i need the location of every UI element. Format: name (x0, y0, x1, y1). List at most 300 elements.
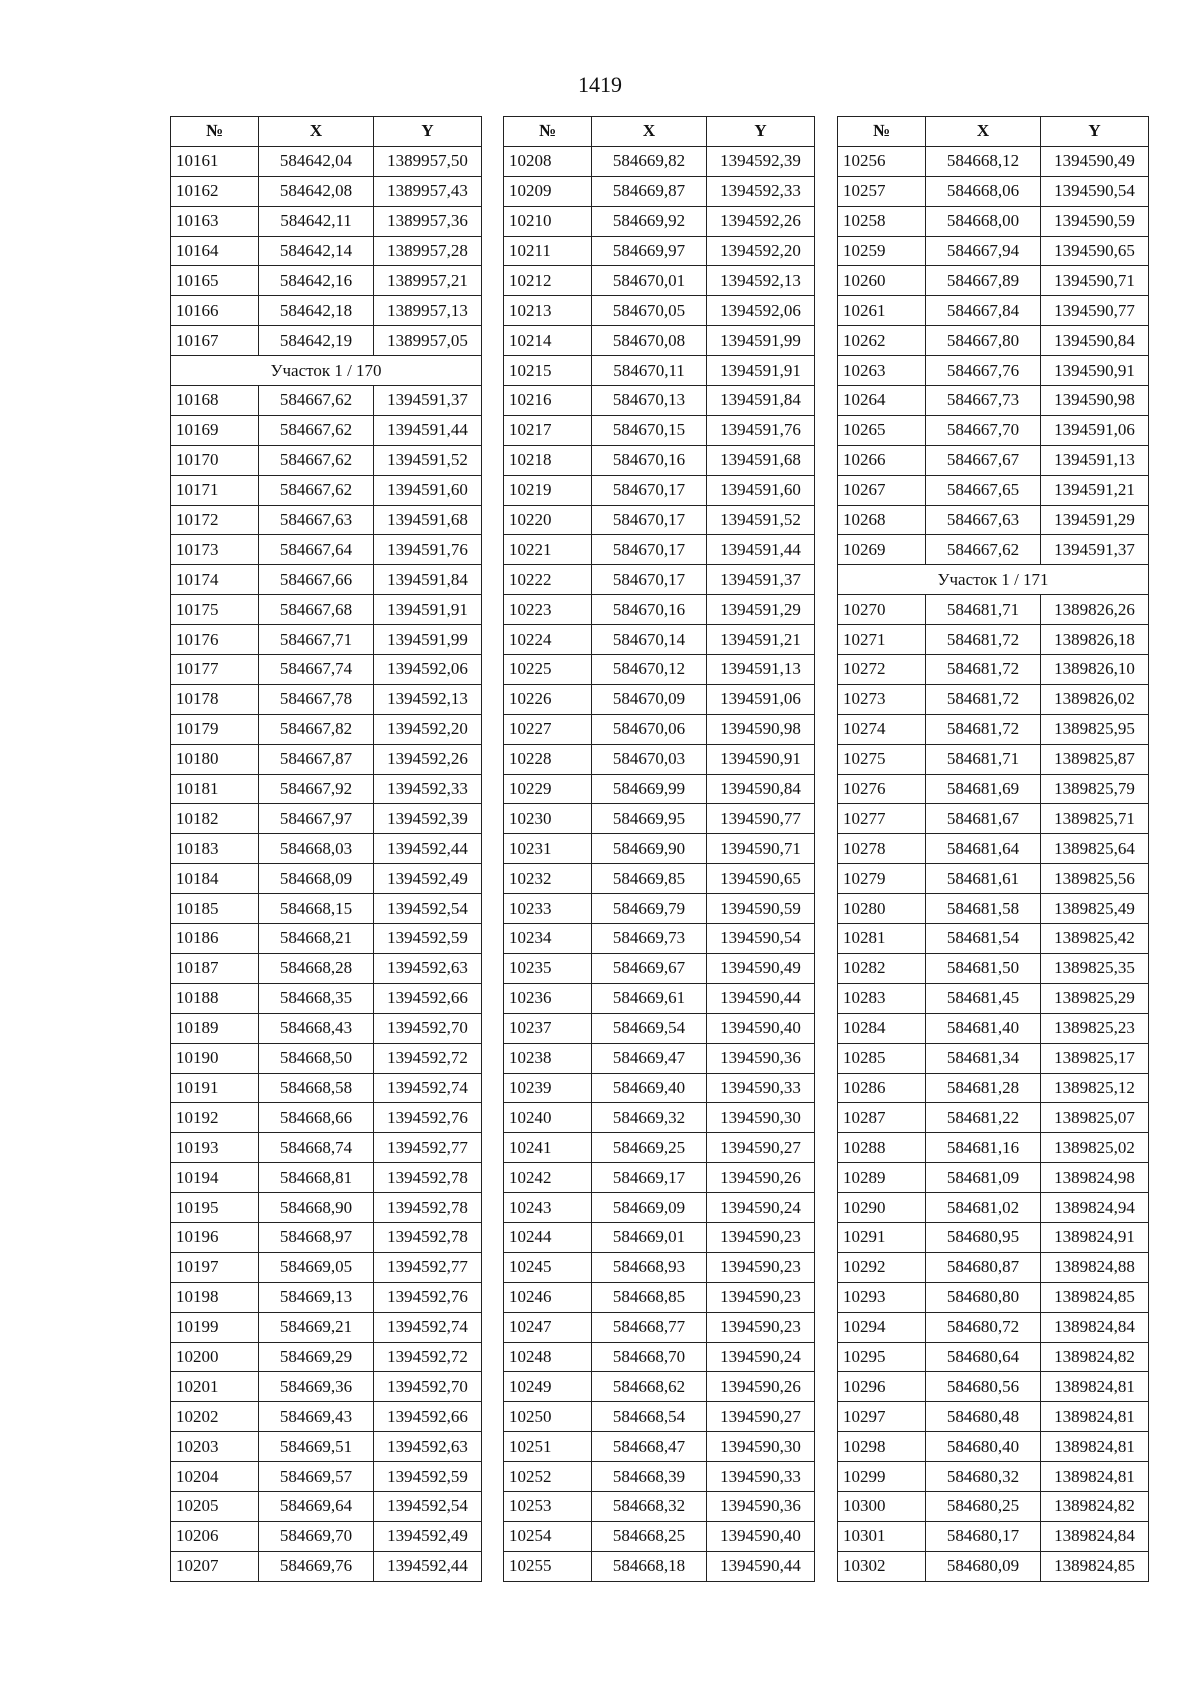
point-number-cell: 10174 (171, 565, 259, 595)
table-row (504, 1491, 815, 1521)
point-number-cell: 10184 (171, 864, 259, 894)
y-coordinate-cell: 1389826,02 (1041, 684, 1149, 714)
table-row (504, 1372, 815, 1402)
x-coordinate-cell: 584681,64 (926, 834, 1041, 864)
point-number-cell: 10201 (171, 1372, 259, 1402)
point-number-cell: 10176 (171, 625, 259, 655)
x-coordinate-cell: 584681,72 (926, 655, 1041, 685)
y-coordinate-cell: 1394591,68 (707, 445, 815, 475)
point-number-cell: 10198 (171, 1282, 259, 1312)
y-coordinate-cell: 1394592,74 (374, 1073, 482, 1103)
x-coordinate-cell: 584680,17 (926, 1521, 1041, 1551)
point-number-cell: 10285 (838, 1043, 926, 1073)
point-number-cell: 10189 (171, 1013, 259, 1043)
y-coordinate-cell: 1394590,84 (707, 774, 815, 804)
point-number-cell: 10188 (171, 983, 259, 1013)
table-row (838, 1342, 1149, 1372)
header-x: X (926, 117, 1041, 147)
table-row (504, 1432, 815, 1462)
y-coordinate-cell: 1394590,33 (707, 1462, 815, 1492)
x-coordinate-cell: 584669,70 (259, 1521, 374, 1551)
point-number-cell: 10222 (504, 565, 592, 595)
x-coordinate-cell: 584670,11 (592, 356, 707, 386)
y-coordinate-cell: 1394592,63 (374, 1432, 482, 1462)
y-coordinate-cell: 1394592,39 (707, 146, 815, 176)
y-coordinate-cell: 1394592,33 (374, 774, 482, 804)
y-coordinate-cell: 1394591,21 (1041, 475, 1149, 505)
table-row (171, 894, 482, 924)
y-coordinate-cell: 1394591,37 (374, 386, 482, 416)
x-coordinate-cell: 584668,81 (259, 1163, 374, 1193)
point-number-cell: 10197 (171, 1252, 259, 1282)
table-row (504, 834, 815, 864)
x-coordinate-cell: 584667,70 (926, 415, 1041, 445)
y-coordinate-cell: 1394590,23 (707, 1312, 815, 1342)
y-coordinate-cell: 1389824,82 (1041, 1342, 1149, 1372)
y-coordinate-cell: 1394590,30 (707, 1432, 815, 1462)
point-number-cell: 10164 (171, 236, 259, 266)
table-row (504, 953, 815, 983)
x-coordinate-cell: 584667,63 (259, 505, 374, 535)
table-row (171, 924, 482, 954)
point-number-cell: 10260 (838, 266, 926, 296)
point-number-cell: 10262 (838, 326, 926, 356)
point-number-cell: 10283 (838, 983, 926, 1013)
table-row (838, 1551, 1149, 1581)
point-number-cell: 10206 (171, 1521, 259, 1551)
y-coordinate-cell: 1394590,77 (1041, 296, 1149, 326)
table-row (504, 1282, 815, 1312)
y-coordinate-cell: 1394591,21 (707, 625, 815, 655)
point-number-cell: 10191 (171, 1073, 259, 1103)
x-coordinate-cell: 584681,71 (926, 744, 1041, 774)
table-row (838, 535, 1149, 565)
x-coordinate-cell: 584667,65 (926, 475, 1041, 505)
y-coordinate-cell: 1394592,59 (374, 924, 482, 954)
x-coordinate-cell: 584670,17 (592, 475, 707, 505)
y-coordinate-cell: 1389957,43 (374, 176, 482, 206)
x-coordinate-cell: 584668,58 (259, 1073, 374, 1103)
point-number-cell: 10240 (504, 1103, 592, 1133)
y-coordinate-cell: 1394592,70 (374, 1013, 482, 1043)
point-number-cell: 10221 (504, 535, 592, 565)
table-row (838, 1491, 1149, 1521)
table-row (171, 714, 482, 744)
point-number-cell: 10179 (171, 714, 259, 744)
point-number-cell: 10286 (838, 1073, 926, 1103)
point-number-cell: 10290 (838, 1193, 926, 1223)
table-row (171, 655, 482, 685)
point-number-cell: 10266 (838, 445, 926, 475)
point-number-cell: 10229 (504, 774, 592, 804)
y-coordinate-cell: 1394592,70 (374, 1372, 482, 1402)
y-coordinate-cell: 1389824,88 (1041, 1252, 1149, 1282)
y-coordinate-cell: 1389825,17 (1041, 1043, 1149, 1073)
x-coordinate-cell: 584668,18 (592, 1551, 707, 1581)
x-coordinate-cell: 584681,54 (926, 924, 1041, 954)
point-number-cell: 10287 (838, 1103, 926, 1133)
table-row (171, 1222, 482, 1252)
y-coordinate-cell: 1394590,44 (707, 1551, 815, 1581)
x-coordinate-cell: 584668,90 (259, 1193, 374, 1223)
x-coordinate-cell: 584669,92 (592, 206, 707, 236)
table-row (504, 714, 815, 744)
table-row (171, 1432, 482, 1462)
x-coordinate-cell: 584667,67 (926, 445, 1041, 475)
y-coordinate-cell: 1394590,26 (707, 1372, 815, 1402)
x-coordinate-cell: 584670,08 (592, 326, 707, 356)
y-coordinate-cell: 1394592,77 (374, 1252, 482, 1282)
point-number-cell: 10172 (171, 505, 259, 535)
table-row (171, 1372, 482, 1402)
point-number-cell: 10180 (171, 744, 259, 774)
y-coordinate-cell: 1389825,07 (1041, 1103, 1149, 1133)
table-header-row (504, 117, 815, 147)
point-number-cell: 10236 (504, 983, 592, 1013)
x-coordinate-cell: 584680,56 (926, 1372, 1041, 1402)
y-coordinate-cell: 1394591,37 (707, 565, 815, 595)
x-coordinate-cell: 584681,22 (926, 1103, 1041, 1133)
point-number-cell: 10259 (838, 236, 926, 266)
point-number-cell: 10252 (504, 1462, 592, 1492)
point-number-cell: 10165 (171, 266, 259, 296)
x-coordinate-cell: 584668,74 (259, 1133, 374, 1163)
x-coordinate-cell: 584668,03 (259, 834, 374, 864)
x-coordinate-cell: 584680,64 (926, 1342, 1041, 1372)
table-row (504, 326, 815, 356)
table-row (838, 445, 1149, 475)
x-coordinate-cell: 584667,68 (259, 595, 374, 625)
table-row (171, 505, 482, 535)
point-number-cell: 10238 (504, 1043, 592, 1073)
x-coordinate-cell: 584668,62 (592, 1372, 707, 1402)
x-coordinate-cell: 584670,16 (592, 595, 707, 625)
table-row (838, 684, 1149, 714)
y-coordinate-cell: 1394590,40 (707, 1013, 815, 1043)
table-row (838, 1133, 1149, 1163)
table-row (171, 1013, 482, 1043)
point-number-cell: 10267 (838, 475, 926, 505)
point-number-cell: 10178 (171, 684, 259, 714)
y-coordinate-cell: 1394590,33 (707, 1073, 815, 1103)
point-number-cell: 10235 (504, 953, 592, 983)
x-coordinate-cell: 584669,95 (592, 804, 707, 834)
point-number-cell: 10243 (504, 1193, 592, 1223)
x-coordinate-cell: 584681,72 (926, 714, 1041, 744)
y-coordinate-cell: 1389825,35 (1041, 953, 1149, 983)
table-row (504, 744, 815, 774)
table-row (838, 983, 1149, 1013)
table-row (504, 1521, 815, 1551)
point-number-cell: 10263 (838, 356, 926, 386)
table-row (504, 445, 815, 475)
y-coordinate-cell: 1394592,20 (374, 714, 482, 744)
x-coordinate-cell: 584670,03 (592, 744, 707, 774)
y-coordinate-cell: 1389826,26 (1041, 595, 1149, 625)
header-y: Y (374, 117, 482, 147)
point-number-cell: 10242 (504, 1163, 592, 1193)
y-coordinate-cell: 1394590,36 (707, 1043, 815, 1073)
point-number-cell: 10232 (504, 864, 592, 894)
table-row (171, 625, 482, 655)
table-row (838, 1013, 1149, 1043)
point-number-cell: 10289 (838, 1163, 926, 1193)
y-coordinate-cell: 1394591,84 (374, 565, 482, 595)
x-coordinate-cell: 584668,77 (592, 1312, 707, 1342)
table-row (171, 445, 482, 475)
y-coordinate-cell: 1394592,63 (374, 953, 482, 983)
x-coordinate-cell: 584668,32 (592, 1491, 707, 1521)
y-coordinate-cell: 1389824,91 (1041, 1222, 1149, 1252)
point-number-cell: 10219 (504, 475, 592, 505)
x-coordinate-cell: 584680,32 (926, 1462, 1041, 1492)
point-number-cell: 10225 (504, 655, 592, 685)
x-coordinate-cell: 584667,80 (926, 326, 1041, 356)
table-row (504, 983, 815, 1013)
point-number-cell: 10249 (504, 1372, 592, 1402)
x-coordinate-cell: 584668,50 (259, 1043, 374, 1073)
x-coordinate-cell: 584667,62 (259, 415, 374, 445)
point-number-cell: 10271 (838, 625, 926, 655)
coordinate-table-1 (170, 116, 482, 1582)
table-row (171, 296, 482, 326)
header-x: X (592, 117, 707, 147)
table-row (838, 714, 1149, 744)
point-number-cell: 10251 (504, 1432, 592, 1462)
point-number-cell: 10273 (838, 684, 926, 714)
y-coordinate-cell: 1394590,65 (1041, 236, 1149, 266)
x-coordinate-cell: 584642,08 (259, 176, 374, 206)
y-coordinate-cell: 1394592,26 (707, 206, 815, 236)
x-coordinate-cell: 584670,01 (592, 266, 707, 296)
x-coordinate-cell: 584669,17 (592, 1163, 707, 1193)
y-coordinate-cell: 1389957,36 (374, 206, 482, 236)
x-coordinate-cell: 584667,89 (926, 266, 1041, 296)
point-number-cell: 10187 (171, 953, 259, 983)
point-number-cell: 10265 (838, 415, 926, 445)
point-number-cell: 10253 (504, 1491, 592, 1521)
y-coordinate-cell: 1389957,28 (374, 236, 482, 266)
table-row (504, 1222, 815, 1252)
y-coordinate-cell: 1389825,23 (1041, 1013, 1149, 1043)
x-coordinate-cell: 584642,14 (259, 236, 374, 266)
header-number: № (838, 117, 926, 147)
point-number-cell: 10211 (504, 236, 592, 266)
point-number-cell: 10234 (504, 924, 592, 954)
x-coordinate-cell: 584642,19 (259, 326, 374, 356)
table-row (171, 535, 482, 565)
x-coordinate-cell: 584667,73 (926, 386, 1041, 416)
table-row (838, 834, 1149, 864)
y-coordinate-cell: 1394592,78 (374, 1222, 482, 1252)
y-coordinate-cell: 1394592,76 (374, 1282, 482, 1312)
y-coordinate-cell: 1394591,60 (707, 475, 815, 505)
y-coordinate-cell: 1394590,59 (1041, 206, 1149, 236)
table-row (504, 415, 815, 445)
y-coordinate-cell: 1394590,24 (707, 1193, 815, 1223)
y-coordinate-cell: 1394592,78 (374, 1193, 482, 1223)
table-row (171, 983, 482, 1013)
y-coordinate-cell: 1394592,66 (374, 1402, 482, 1432)
header-x: X (259, 117, 374, 147)
point-number-cell: 10256 (838, 146, 926, 176)
y-coordinate-cell: 1394591,44 (707, 535, 815, 565)
point-number-cell: 10291 (838, 1222, 926, 1252)
x-coordinate-cell: 584669,09 (592, 1193, 707, 1223)
x-coordinate-cell: 584680,80 (926, 1282, 1041, 1312)
x-coordinate-cell: 584668,47 (592, 1432, 707, 1462)
point-number-cell: 10270 (838, 595, 926, 625)
y-coordinate-cell: 1394592,76 (374, 1103, 482, 1133)
y-coordinate-cell: 1394590,36 (707, 1491, 815, 1521)
y-coordinate-cell: 1394592,78 (374, 1163, 482, 1193)
table-row (171, 834, 482, 864)
x-coordinate-cell: 584681,40 (926, 1013, 1041, 1043)
table-row (171, 386, 482, 416)
x-coordinate-cell: 584680,09 (926, 1551, 1041, 1581)
table-row (504, 146, 815, 176)
table-row (171, 1193, 482, 1223)
y-coordinate-cell: 1389824,81 (1041, 1432, 1149, 1462)
y-coordinate-cell: 1394591,52 (374, 445, 482, 475)
x-coordinate-cell: 584669,82 (592, 146, 707, 176)
y-coordinate-cell: 1394592,06 (374, 655, 482, 685)
table-row (171, 1252, 482, 1282)
point-number-cell: 10247 (504, 1312, 592, 1342)
y-coordinate-cell: 1389825,49 (1041, 894, 1149, 924)
y-coordinate-cell: 1394591,06 (707, 684, 815, 714)
y-coordinate-cell: 1394590,65 (707, 864, 815, 894)
y-coordinate-cell: 1389825,29 (1041, 983, 1149, 1013)
x-coordinate-cell: 584668,25 (592, 1521, 707, 1551)
table-row (838, 415, 1149, 445)
point-number-cell: 10279 (838, 864, 926, 894)
x-coordinate-cell: 584669,90 (592, 834, 707, 864)
point-number-cell: 10213 (504, 296, 592, 326)
y-coordinate-cell: 1394592,06 (707, 296, 815, 326)
table-row (504, 595, 815, 625)
point-number-cell: 10204 (171, 1462, 259, 1492)
y-coordinate-cell: 1389824,84 (1041, 1521, 1149, 1551)
y-coordinate-cell: 1394592,72 (374, 1342, 482, 1372)
table-row (504, 924, 815, 954)
y-coordinate-cell: 1394591,99 (707, 326, 815, 356)
point-number-cell: 10294 (838, 1312, 926, 1342)
table-row (171, 1312, 482, 1342)
table-row (838, 1432, 1149, 1462)
point-number-cell: 10301 (838, 1521, 926, 1551)
table-row (838, 1372, 1149, 1402)
x-coordinate-cell: 584668,35 (259, 983, 374, 1013)
x-coordinate-cell: 584668,66 (259, 1103, 374, 1133)
table-row (171, 1073, 482, 1103)
point-number-cell: 10162 (171, 176, 259, 206)
x-coordinate-cell: 584670,17 (592, 505, 707, 535)
x-coordinate-cell: 584670,15 (592, 415, 707, 445)
x-coordinate-cell: 584667,62 (259, 445, 374, 475)
x-coordinate-cell: 584669,36 (259, 1372, 374, 1402)
point-number-cell: 10192 (171, 1103, 259, 1133)
y-coordinate-cell: 1394591,13 (1041, 445, 1149, 475)
point-number-cell: 10202 (171, 1402, 259, 1432)
point-number-cell: 10209 (504, 176, 592, 206)
x-coordinate-cell: 584668,85 (592, 1282, 707, 1312)
table-row (171, 415, 482, 445)
y-coordinate-cell: 1394591,29 (1041, 505, 1149, 535)
header-number: № (504, 117, 592, 147)
x-coordinate-cell: 584680,72 (926, 1312, 1041, 1342)
x-coordinate-cell: 584667,82 (259, 714, 374, 744)
table-row (504, 1163, 815, 1193)
x-coordinate-cell: 584669,05 (259, 1252, 374, 1282)
x-coordinate-cell: 584668,09 (259, 864, 374, 894)
x-coordinate-cell: 584681,09 (926, 1163, 1041, 1193)
y-coordinate-cell: 1394591,99 (374, 625, 482, 655)
point-number-cell: 10272 (838, 655, 926, 685)
section-title: Участок 1 / 171 (838, 565, 1149, 595)
table-row (838, 146, 1149, 176)
section-row (838, 565, 1149, 595)
table-row (838, 774, 1149, 804)
table-row (504, 1013, 815, 1043)
table-row (504, 684, 815, 714)
point-number-cell: 10182 (171, 804, 259, 834)
x-coordinate-cell: 584681,50 (926, 953, 1041, 983)
table-row (171, 236, 482, 266)
point-number-cell: 10293 (838, 1282, 926, 1312)
y-coordinate-cell: 1389957,50 (374, 146, 482, 176)
point-number-cell: 10227 (504, 714, 592, 744)
x-coordinate-cell: 584669,87 (592, 176, 707, 206)
x-coordinate-cell: 584667,97 (259, 804, 374, 834)
point-number-cell: 10216 (504, 386, 592, 416)
table-row (838, 1193, 1149, 1223)
y-coordinate-cell: 1394590,27 (707, 1133, 815, 1163)
table-row (838, 894, 1149, 924)
point-number-cell: 10171 (171, 475, 259, 505)
table-row (171, 266, 482, 296)
point-number-cell: 10255 (504, 1551, 592, 1581)
x-coordinate-cell: 584669,67 (592, 953, 707, 983)
x-coordinate-cell: 584680,25 (926, 1491, 1041, 1521)
x-coordinate-cell: 584668,28 (259, 953, 374, 983)
x-coordinate-cell: 584642,11 (259, 206, 374, 236)
table-row (838, 1043, 1149, 1073)
table-row (171, 864, 482, 894)
x-coordinate-cell: 584668,93 (592, 1252, 707, 1282)
point-number-cell: 10186 (171, 924, 259, 954)
table-row (171, 1282, 482, 1312)
x-coordinate-cell: 584667,66 (259, 565, 374, 595)
x-coordinate-cell: 584681,45 (926, 983, 1041, 1013)
x-coordinate-cell: 584668,39 (592, 1462, 707, 1492)
y-coordinate-cell: 1389826,10 (1041, 655, 1149, 685)
y-coordinate-cell: 1394590,91 (707, 744, 815, 774)
x-coordinate-cell: 584670,05 (592, 296, 707, 326)
x-coordinate-cell: 584667,87 (259, 744, 374, 774)
table-row (171, 1163, 482, 1193)
table-row (838, 655, 1149, 685)
table-row (171, 1133, 482, 1163)
y-coordinate-cell: 1389825,71 (1041, 804, 1149, 834)
point-number-cell: 10173 (171, 535, 259, 565)
table-row (171, 1462, 482, 1492)
point-number-cell: 10233 (504, 894, 592, 924)
point-number-cell: 10244 (504, 1222, 592, 1252)
table-row (504, 894, 815, 924)
x-coordinate-cell: 584670,13 (592, 386, 707, 416)
point-number-cell: 10261 (838, 296, 926, 326)
